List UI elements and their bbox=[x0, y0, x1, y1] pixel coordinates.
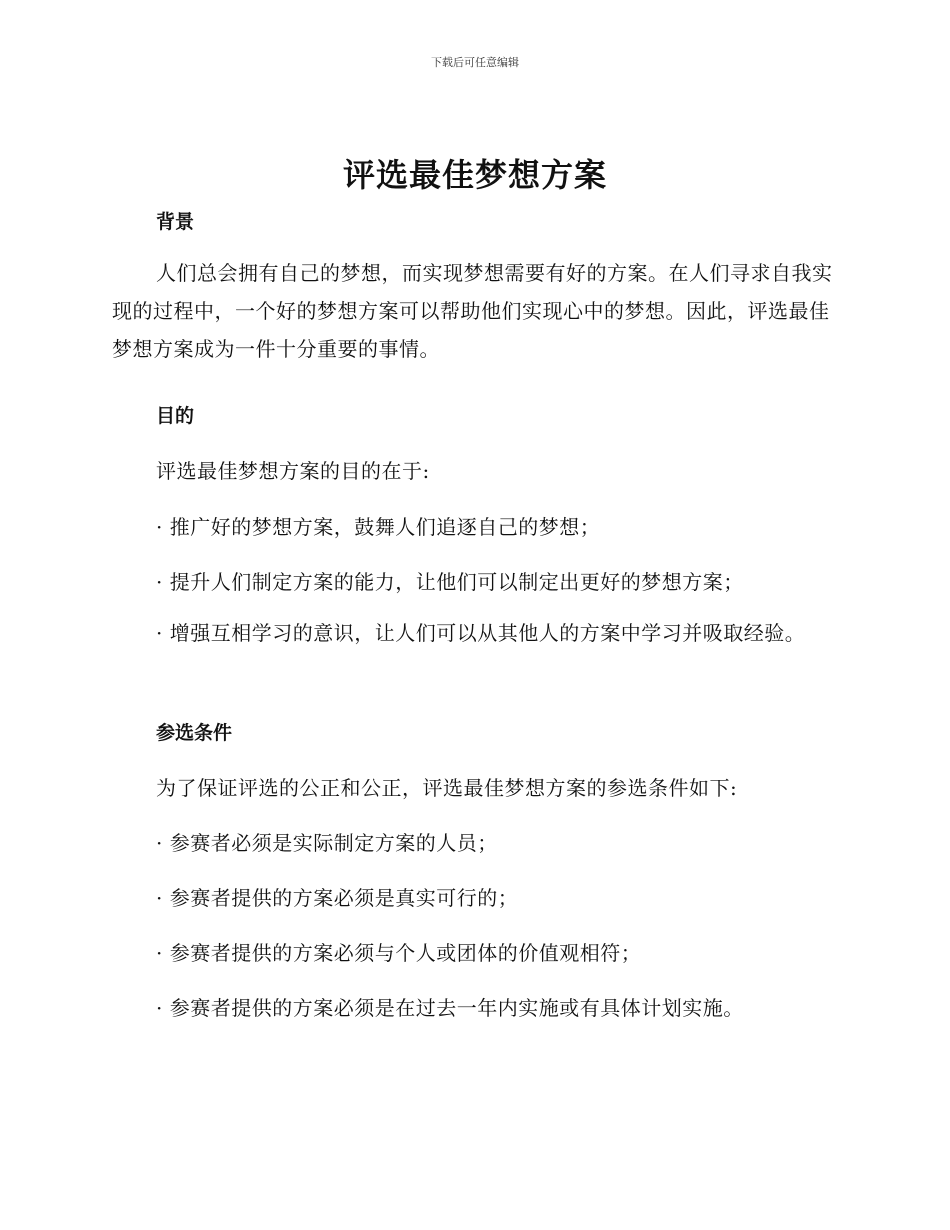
list-item: · 参赛者提供的方案必须是在过去一年内实施或有具体计划实施。 bbox=[156, 996, 744, 1020]
purpose-item-block bbox=[112, 511, 842, 540]
eligibility-item-block bbox=[112, 992, 842, 1021]
header-note: 下载后可任意编辑 bbox=[431, 56, 519, 69]
section-heading: 参选条件 bbox=[156, 722, 233, 744]
section-background bbox=[112, 207, 842, 234]
eligibility-item-block bbox=[112, 882, 842, 911]
list-item: · 参赛者提供的方案必须与个人或团体的价值观相符； bbox=[156, 941, 642, 965]
document-title: 评选最佳梦想方案 bbox=[342, 156, 607, 194]
list-item: · 推广好的梦想方案，鼓舞人们追逐自己的梦想； bbox=[156, 515, 601, 539]
section-heading: 背景 bbox=[156, 211, 195, 233]
section-eligibility bbox=[112, 718, 842, 745]
purpose-intro: 评选最佳梦想方案的目的在于: bbox=[156, 459, 430, 483]
eligibility-item-block bbox=[112, 937, 842, 966]
eligibility-item-block bbox=[112, 827, 842, 856]
list-item: · 增强互相学习的意识，让人们可以从其他人的方案中学习并吸取经验。 bbox=[156, 621, 806, 645]
list-item: · 参赛者提供的方案必须是真实可行的； bbox=[156, 886, 519, 910]
background-paragraph: 人们总会拥有自己的梦想，而实现梦想需要有好的方案。在人们寻求自我实现的过程中，一个好的梦想方案可以帮助他们实现心中的梦想。因此，评选最佳梦想方案成为一件十分重要的事情。 bbox=[112, 261, 833, 361]
purpose-intro-block bbox=[112, 455, 842, 484]
purpose-item-block bbox=[112, 614, 842, 652]
list-item: · 提升人们制定方案的能力，让他们可以制定出更好的梦想方案； bbox=[156, 570, 744, 594]
eligibility-intro: 为了保证评选的公正和公正，评选最佳梦想方案的参选条件如下: bbox=[156, 776, 738, 800]
purpose-item-block bbox=[112, 566, 842, 595]
section-heading: 目的 bbox=[156, 405, 195, 427]
eligibility-intro-block bbox=[112, 772, 842, 801]
section-purpose bbox=[112, 401, 842, 428]
background-paragraph-block bbox=[112, 254, 842, 368]
list-item: · 参赛者必须是实际制定方案的人员； bbox=[156, 831, 498, 855]
